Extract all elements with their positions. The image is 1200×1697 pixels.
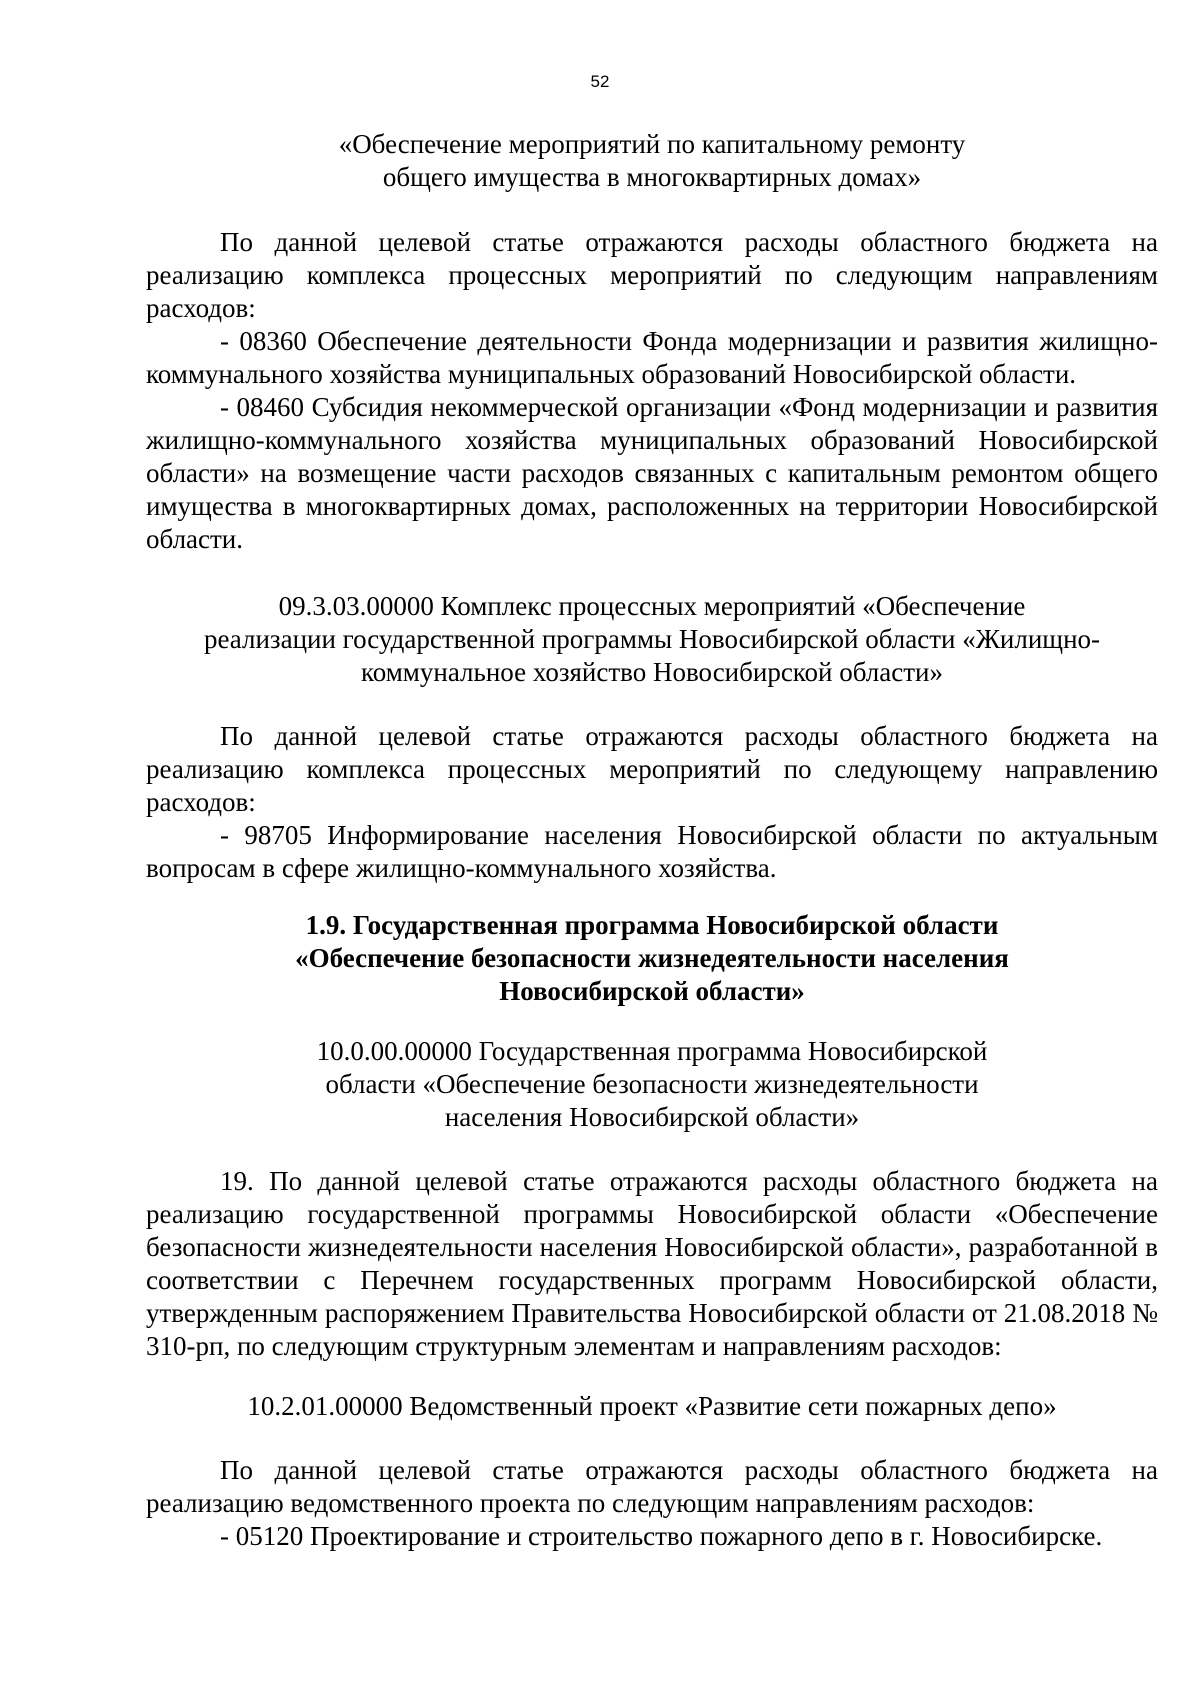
heading-line: «Обеспечение мероприятий по капитальному ремонту [338, 129, 966, 159]
program-title-1-9 [146, 909, 1158, 1008]
heading-line: 09.3.03.00000 Комплекс процессных мероприятий «Обеспечение [278, 591, 1026, 621]
expense-item-98705: - 98705 Информирование населения Новосибирской области по актуальным вопросам в сфере жилищно-коммунального хозяйства. [146, 820, 1158, 883]
section-heading-10-2-01: 10.2.01.00000 Ведомственный проект «Развитие сети пожарных депо» [247, 1391, 1057, 1421]
title-line: Новосибирской области» [499, 976, 805, 1006]
expense-item-05120: - 05120 Проектирование и строительство пожарного депо в г. Новосибирске. [220, 1521, 1103, 1551]
section-heading-10-0-00 [146, 1035, 1158, 1134]
section-heading-09-3-03 [146, 590, 1158, 689]
page-number: 52 [590, 72, 610, 91]
expense-item-08460: - 08460 Субсидия некоммерческой организации «Фонд модернизации и развития жилищно-коммунального хозяйства муниципальных образований Новосибирской области» на возмещение части расходов связанных с капитальным ремонтом общего имущества в многоквартирных домах, расположенных на территории Новосибирской области. [146, 392, 1158, 554]
page-content [146, 128, 1158, 1553]
expense-item-08360: - 08360 Обеспечение деятельности Фонда модернизации и развития жилищно-коммунального хозяйства муниципальных образований Новосибирской области. [146, 326, 1158, 389]
heading-line: коммунальное хозяйство Новосибирской области» [360, 657, 944, 687]
heading-line: реализации государственной программы Новосибирской области «Жилищно- [203, 624, 1101, 654]
section-intro-paragraph: По данной целевой статье отражаются расходы областного бюджета на реализацию комплекса процессных мероприятий по следующему направлению расходов: [146, 721, 1158, 817]
program-paragraph-19: 19. По данной целевой статье отражаются расходы областного бюджета на реализацию государственной программы Новосибирской области «Обеспечение безопасности жизнедеятельности населения Новосибирской области», разработанной в соответствии с Перечнем государственных программ Новосибирской области, утвержденным распоряжением Правительства Новосибирской области от 21.08.2018 № 310-рп, по следующим структурным элементам и направлениям расходов: [146, 1166, 1158, 1361]
title-line: 1.9. Государственная программа Новосибирской области [305, 910, 999, 940]
heading-line: 10.0.00.00000 Государственная программа Новосибирской [316, 1036, 988, 1066]
heading-line: области «Обеспечение безопасности жизнедеятельности [325, 1069, 979, 1099]
title-line: «Обеспечение безопасности жизнедеятельности населения [295, 943, 1009, 973]
section-intro-paragraph: По данной целевой статье отражаются расходы областного бюджета на реализацию комплекса процессных мероприятий по следующим направлениям расходов: [146, 227, 1158, 323]
heading-line: населения Новосибирской области» [444, 1102, 860, 1132]
section-heading-capital-repair [146, 128, 1158, 194]
heading-line: общего имущества в многоквартирных домах» [382, 162, 922, 192]
section-intro-paragraph: По данной целевой статье отражаются расходы областного бюджета на реализацию ведомственного проекта по следующим направлениям расходов: [146, 1455, 1158, 1518]
